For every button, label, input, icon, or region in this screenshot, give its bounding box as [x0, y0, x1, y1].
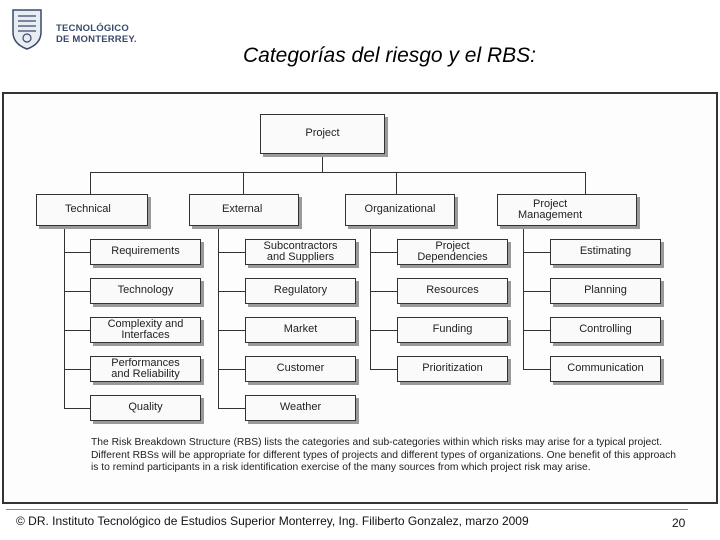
item-performances-and-reliability: Performances and Reliability [90, 356, 201, 382]
item-resources: Resources [397, 278, 508, 304]
rbs-root-project: Project [260, 114, 385, 154]
connector [322, 153, 323, 172]
connector [523, 330, 550, 331]
connector [64, 408, 90, 409]
connector [218, 408, 245, 409]
category-technical: Technical [36, 194, 148, 226]
connector [64, 252, 90, 253]
item-complexity-and-interfaces: Complexity and Interfaces [90, 317, 201, 343]
category-external: External [189, 194, 299, 226]
connector [523, 226, 524, 369]
category-project-management: Project Management [497, 194, 637, 226]
item-regulatory: Regulatory [245, 278, 356, 304]
item-subcontractors-and-suppliers: Subcontractors and Suppliers [245, 239, 356, 265]
shield-seal-icon [10, 6, 44, 50]
footer-credit: © DR. Instituto Tecnológico de Estudios Superior Monterrey, Ing. Filiberto Gonzalez, marzo 2009 [16, 514, 529, 528]
connector [585, 172, 586, 194]
connector [218, 369, 245, 370]
connector [370, 252, 397, 253]
connector [218, 291, 245, 292]
footer-divider [6, 509, 688, 510]
item-controlling: Controlling [550, 317, 661, 343]
logo-line-2: DE MONTERREY. [56, 34, 137, 45]
item-weather: Weather [245, 395, 356, 421]
logo-text [56, 23, 137, 45]
connector [218, 330, 245, 331]
item-prioritization: Prioritization [397, 356, 508, 382]
connector [370, 330, 397, 331]
connector [370, 369, 397, 370]
connector [64, 369, 90, 370]
connector [523, 369, 550, 370]
item-market: Market [245, 317, 356, 343]
item-requirements: Requirements [90, 239, 201, 265]
item-project-dependencies: Project Dependencies [397, 239, 508, 265]
item-funding: Funding [397, 317, 508, 343]
connector [64, 291, 90, 292]
connector [370, 226, 371, 369]
item-customer: Customer [245, 356, 356, 382]
connector [243, 172, 244, 194]
item-technology: Technology [90, 278, 201, 304]
item-planning: Planning [550, 278, 661, 304]
item-estimating: Estimating [550, 239, 661, 265]
connector [218, 252, 245, 253]
item-communication: Communication [550, 356, 661, 382]
tec-monterrey-logo [10, 6, 140, 50]
connector [64, 330, 90, 331]
connector [90, 172, 91, 194]
connector [523, 252, 550, 253]
connector [370, 291, 397, 292]
connector [90, 172, 586, 173]
category-organizational: Organizational [345, 194, 455, 226]
logo-line-1: TECNOLÓGICO [56, 23, 129, 34]
slide-title: Categorías del riesgo y el RBS: [243, 44, 536, 67]
page-number: 20 [672, 516, 686, 530]
connector [396, 172, 397, 194]
item-quality: Quality [90, 395, 201, 421]
connector [523, 291, 550, 292]
rbs-caption: The Risk Breakdown Structure (RBS) lists the categories and sub-categories within which risks may arise for a typical project. Different RBSs will be appropriate for different types of projects and different types of organizations. One benefit of this approach is to remind participants in a risk identification exercise of the many sources from which project risk may arise. [91, 437, 676, 474]
